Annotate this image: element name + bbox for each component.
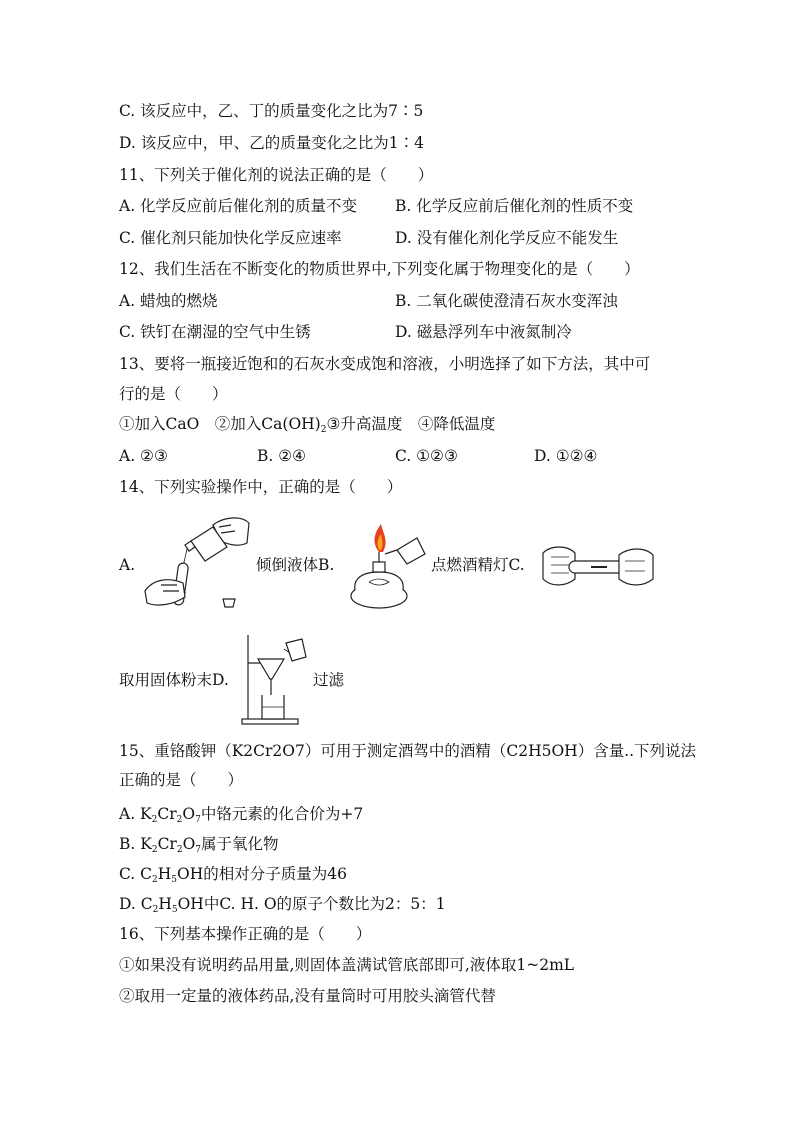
q15-b-suffix: 属于氧化物 (201, 835, 279, 853)
q10-option-d: D. 该反应中，甲、乙的质量变化之比为1∶4 (119, 134, 424, 152)
q12-option-b: B. 二氧化碳使澄清石灰水变浑浊 (395, 292, 618, 310)
q15-b-sub-k: 2 (151, 845, 158, 855)
q13-option-c: C. ①②③ (395, 447, 458, 465)
solid-powder-illustration (541, 543, 655, 591)
q11-option-b: B. 化学反应前后催化剂的性质不变 (395, 197, 634, 215)
q15-b-o: O (182, 835, 196, 853)
q13-option-d: D. ①②④ (534, 447, 598, 465)
q15-b-sub-cr: 2 (176, 845, 183, 855)
q12-option-c: C. 铁钉在潮湿的空气中生锈 (119, 323, 311, 341)
q10-option-c: C. 该反应中，乙、丁的质量变化之比为7∶5 (119, 102, 424, 120)
q12-stem: 12、我们生活在不断变化的物质世界中,下列变化属于物理变化的是（ ） (119, 260, 640, 278)
q15-c-prefix: C. C (119, 865, 153, 883)
q15-a-o: O (182, 805, 196, 823)
q13-methods-part-a: ①加入CaO ②加入Ca(OH) (119, 415, 321, 433)
q15-b-cr: Cr (157, 835, 177, 853)
q15-a-sub-cr: 2 (176, 815, 183, 825)
q14-text-d: 过滤 (313, 671, 345, 689)
q13-option-a: A. ②③ (119, 447, 168, 465)
q14-text-a: 倾倒液体B. (256, 556, 335, 574)
q16-stem: 16、下列基本操作正确的是（ ） (119, 925, 372, 943)
q15-a-cr: Cr (157, 805, 177, 823)
q11-option-d: D. 没有催化剂化学反应不能发生 (395, 229, 619, 247)
q15-d-sub-c: 2 (152, 905, 159, 915)
q15-d-suffix: OH中C. H. O的原子个数比为2：5：1 (177, 895, 446, 913)
q13-stem-line1: 13、要将一瓶接近饱和的石灰水变成饱和溶液，小明选择了如下方法，其中可 (119, 355, 651, 373)
q15-c-suffix: OH的相对分子质量为46 (177, 865, 347, 883)
alcohol-lamp-illustration (345, 520, 427, 612)
q11-stem: 11、下列关于催化剂的说法正确的是（ ） (119, 166, 434, 184)
q13-methods (119, 414, 495, 434)
q15-option-d (119, 894, 446, 914)
q15-stem-line1: 15、重铬酸钾（K2Cr2O7）可用于测定酒驾中的酒精（C2H5OH）含量..下列说法 (119, 742, 697, 760)
q11-option-a: A. 化学反应前后催化剂的质量不变 (119, 197, 358, 215)
q15-option-c (119, 864, 347, 884)
q15-d-h: H (158, 895, 172, 913)
q14-text-b: 点燃酒精灯C. (431, 556, 525, 574)
q14-stem: 14、下列实验操作中，正确的是（ ） (119, 478, 403, 496)
q15-b-sub-o: 7 (195, 845, 202, 855)
q15-a-suffix: 中铬元素的化合价为+7 (200, 805, 364, 823)
q15-d-prefix: D. C (119, 895, 153, 913)
q13-option-b: B. ②④ (257, 447, 307, 465)
pouring-liquid-illustration (143, 513, 253, 613)
q15-c-h: H (157, 865, 172, 883)
q15-option-b (119, 834, 279, 854)
q15-b-prefix: B. K (119, 835, 152, 853)
q11-option-c: C. 催化剂只能加快化学反应速率 (119, 229, 342, 247)
q16-item-2: ②取用一定量的液体药品,没有量筒时可用胶头滴管代替 (119, 987, 496, 1005)
q15-a-prefix: A. K (119, 805, 152, 823)
q15-c-sub-h: 5 (171, 875, 178, 885)
q14-label-a: A. (119, 556, 136, 574)
q15-c-sub-c: 2 (152, 875, 158, 885)
q13-stem-line2: 行的是（ ） (119, 385, 228, 403)
q12-option-a: A. 蜡烛的燃烧 (119, 292, 218, 310)
q15-a-sub-o: 7 (195, 815, 201, 825)
q15-stem-line2: 正确的是（ ） (119, 771, 244, 789)
q12-option-d: D. 磁悬浮列车中液氮制冷 (395, 323, 572, 341)
q14-text-c: 取用固体粉末D. (119, 671, 229, 689)
q15-a-sub-k: 2 (151, 815, 158, 825)
q13-methods-part-b: ③升高温度 ④降低温度 (326, 415, 496, 433)
q13-methods-subscript: 2 (320, 425, 327, 435)
q16-item-1: ①如果没有说明药品用量,则固体盖满试管底部即可,液体取1~2mL (119, 956, 575, 974)
filtration-illustration (238, 633, 310, 725)
q15-option-a (119, 804, 363, 824)
q15-d-sub-h: 5 (171, 905, 178, 915)
